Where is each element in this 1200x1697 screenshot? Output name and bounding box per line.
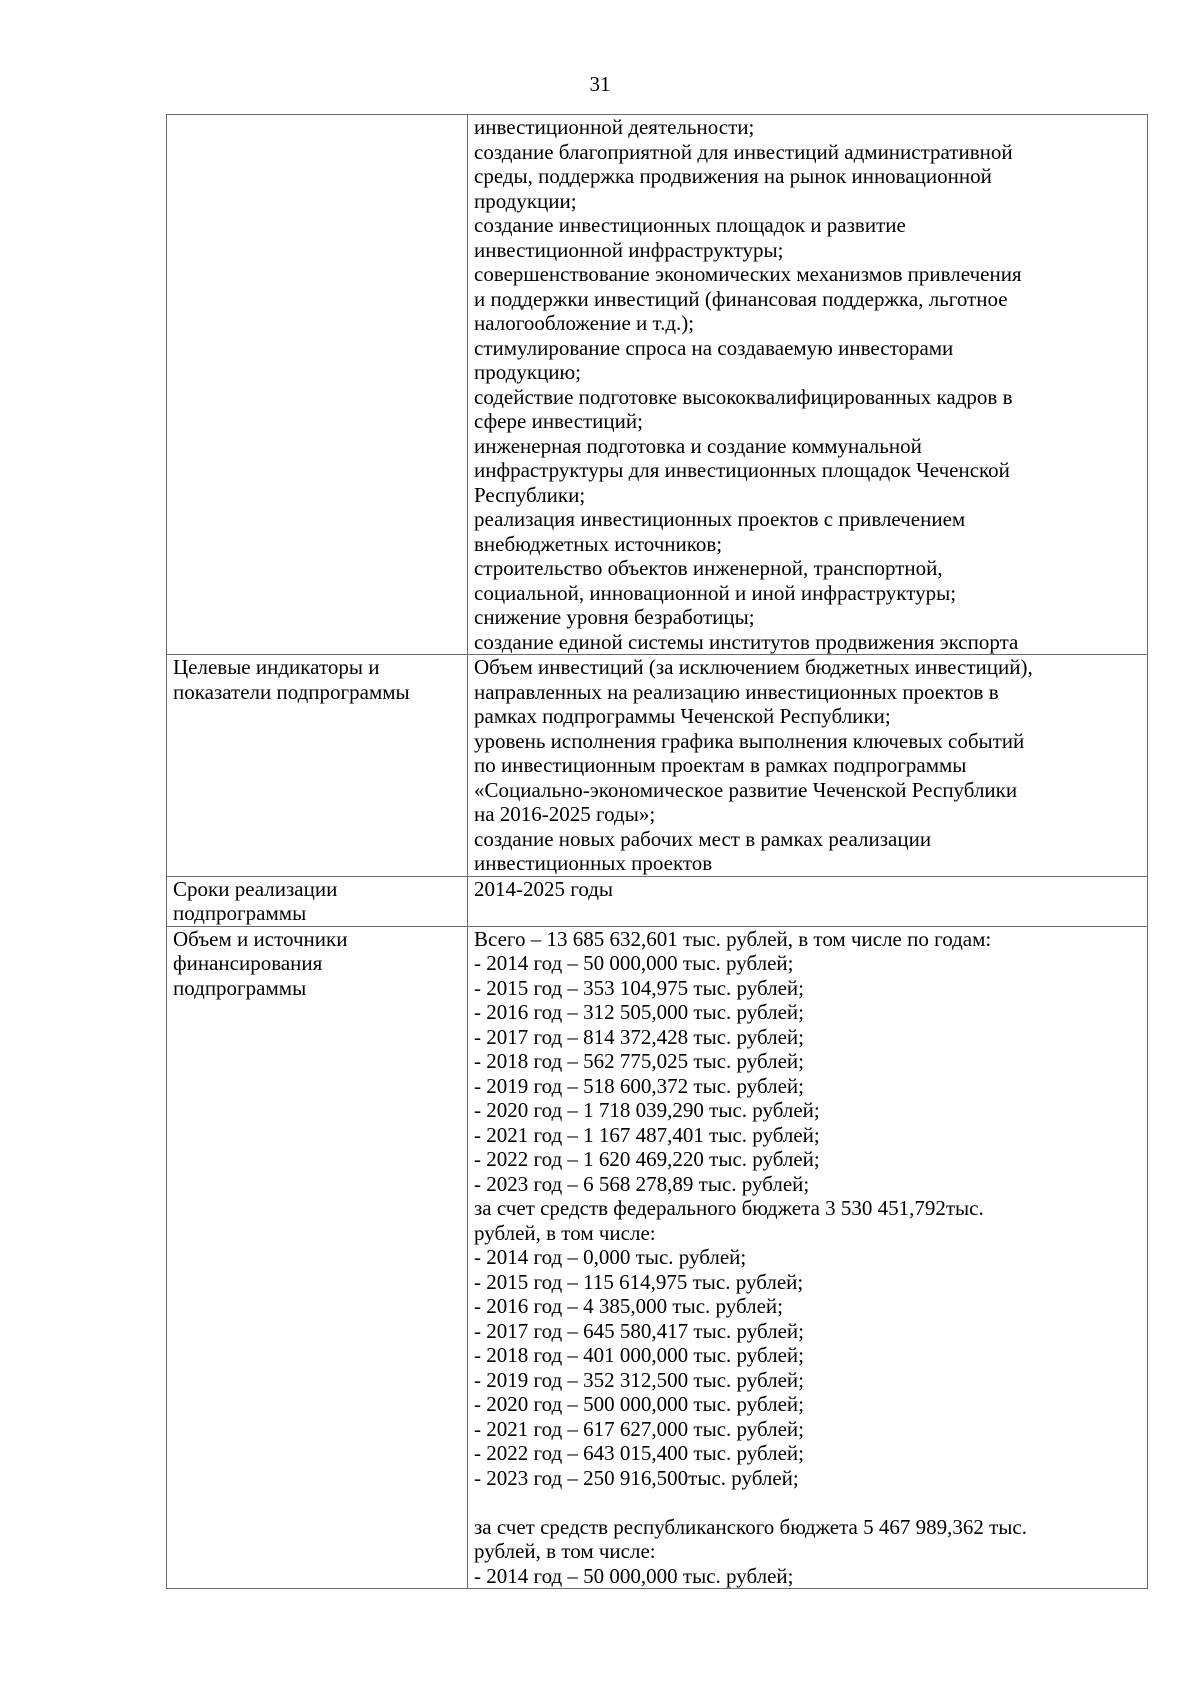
content-line: Объем инвестиций (за исключением бюджетных инвестиций), — [474, 655, 1033, 679]
row-content-cell — [468, 876, 1148, 926]
content-line: по инвестиционным проектам в рамках подпрограммы — [474, 753, 967, 777]
content-line: - 2014 год – 0,000 тыс. рублей; — [474, 1245, 747, 1269]
content-line: снижение уровня безработицы; — [474, 605, 755, 629]
row-content-cell — [468, 655, 1148, 877]
content-line: - 2022 год – 1 620 469,220 тыс. рублей; — [474, 1147, 820, 1171]
content-line: рублей, в том числе: — [474, 1220, 656, 1245]
content-line: налогообложение и т.д.); — [474, 311, 695, 335]
label-line: Сроки реализации — [173, 876, 338, 901]
content-line: - 2015 год – 353 104,975 тыс. рублей; — [474, 975, 805, 1000]
content-line: сфере инвестиций; — [474, 409, 643, 433]
label-line: показатели подпрограммы — [173, 679, 410, 704]
content-line: - 2023 год – 6 568 278,89 тыс. рублей; — [474, 1171, 810, 1196]
measures-row — [167, 115, 1148, 655]
content-line: - 2021 год – 1 167 487,401 тыс. рублей; — [474, 1122, 820, 1147]
content-line: - 2020 год – 500 000,000 тыс. рублей; — [474, 1392, 805, 1416]
content-line: - 2017 год – 814 372,428 тыс. рублей; — [474, 1024, 805, 1049]
row-label-cell — [167, 115, 468, 655]
blank-line — [474, 1490, 1141, 1515]
content-line: - 2018 год – 562 775,025 тыс. рублей; — [474, 1049, 805, 1073]
content-line: - 2019 год – 352 312,500 тыс. рублей; — [474, 1367, 805, 1392]
content-line: - 2017 год – 645 580,417 тыс. рублей; — [474, 1318, 805, 1343]
content-line: - 2014 год – 50 000,000 тыс. рублей; — [474, 1563, 794, 1588]
row-content-cell — [468, 926, 1148, 1589]
terms-row — [167, 876, 1148, 926]
content-line: - 2021 год – 617 627,000 тыс. рублей; — [474, 1416, 805, 1441]
content-line: продукции; — [474, 188, 577, 213]
content-line: реализация инвестиционных проектов с привлечением — [474, 507, 966, 531]
content-line: - 2020 год – 1 718 039,290 тыс. рублей; — [474, 1098, 820, 1122]
content-line: стимулирование спроса на создаваемую инвесторами — [474, 335, 954, 360]
content-line: содействие подготовке высококвалифицированных кадров в — [474, 384, 1013, 409]
content-line: инвестиционной деятельности; — [474, 115, 755, 139]
row-label-cell — [167, 876, 468, 926]
content-line: инженерная подготовка и создание коммунальной — [474, 433, 922, 458]
content-line: - 2018 год – 401 000,000 тыс. рублей; — [474, 1343, 805, 1367]
label-line: Объем и источники — [173, 926, 348, 951]
content-line: 2014-2025 годы — [474, 876, 614, 901]
label-line: Целевые индикаторы и — [173, 655, 380, 679]
content-line: продукцию; — [474, 360, 582, 384]
content-line: и поддержки инвестиций (финансовая поддержка, льготное — [474, 286, 1008, 311]
content-line: «Социально-экономическое развитие Чеченской Республики — [474, 777, 1018, 802]
row-label-cell — [167, 926, 468, 1589]
content-line: - 2019 год – 518 600,372 тыс. рублей; — [474, 1073, 805, 1098]
content-line: создание благоприятной для инвестиций административной — [474, 139, 1013, 164]
content-line: за счет средств республиканского бюджета 5 467 989,362 тыс. — [474, 1514, 1027, 1539]
label-line: подпрограммы — [173, 901, 307, 925]
content-line: инфраструктуры для инвестиционных площадок Чеченской — [474, 458, 1010, 482]
content-line: направленных на реализацию инвестиционных проектов в — [474, 679, 999, 704]
subprogram-passport-table — [166, 114, 1148, 1589]
content-line: рублей, в том числе: — [474, 1539, 656, 1563]
content-line: инвестиционной инфраструктуры; — [474, 237, 784, 262]
content-line: - 2016 год – 312 505,000 тыс. рублей; — [474, 1000, 805, 1024]
financing-row — [167, 926, 1148, 1589]
content-line: на 2016-2025 годы»; — [474, 802, 656, 826]
content-line: - 2022 год – 643 015,400 тыс. рублей; — [474, 1441, 805, 1465]
content-line: среды, поддержка продвижения на рынок инновационной — [474, 164, 992, 188]
content-line: уровень исполнения графика выполнения ключевых событий — [474, 728, 1025, 753]
row-content-cell — [468, 115, 1148, 655]
content-line: - 2023 год – 250 916,500тыс. рублей; — [474, 1465, 799, 1490]
content-line: - 2014 год – 50 000,000 тыс. рублей; — [474, 951, 794, 975]
content-line: создание новых рабочих мест в рамках реализации — [474, 826, 932, 851]
content-line: за счет средств федерального бюджета 3 530 451,792тыс. — [474, 1196, 984, 1220]
content-line: рамках подпрограммы Чеченской Республики; — [474, 704, 891, 728]
content-line: Всего – 13 685 632,601 тыс. рублей, в том числе по годам: — [474, 926, 992, 951]
label-line: финансирования — [173, 951, 323, 975]
content-line: создание единой системы институтов продвижения экспорта — [474, 629, 1019, 654]
content-line: строительство объектов инженерной, транспортной, — [474, 556, 943, 580]
page-number: 31 — [589, 72, 611, 96]
content-line: Республики; — [474, 482, 586, 507]
content-line: создание инвестиционных площадок и развитие — [474, 213, 906, 237]
content-line: социальной, инновационной и иной инфраструктуры; — [474, 580, 957, 605]
row-label-cell — [167, 655, 468, 877]
indicators-row — [167, 655, 1148, 877]
label-line: подпрограммы — [173, 975, 307, 1000]
content-line: - 2015 год – 115 614,975 тыс. рублей; — [474, 1269, 804, 1294]
content-line: совершенствование экономических механизмов привлечения — [474, 262, 1022, 286]
content-line: инвестиционных проектов — [474, 851, 713, 875]
content-line: внебюджетных источников; — [474, 531, 723, 556]
content-line: - 2016 год – 4 385,000 тыс. рублей; — [474, 1294, 784, 1318]
